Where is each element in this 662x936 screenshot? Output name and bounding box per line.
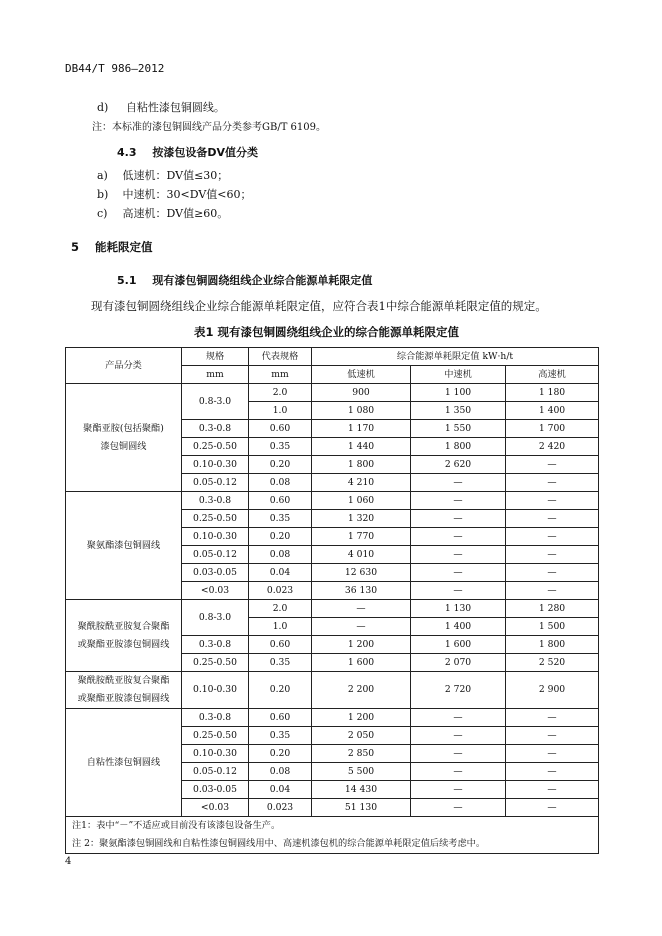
category-cell [66,672,182,709]
spec-cell: 0.25-0.50 [182,727,249,745]
classification-note: 注：本标准的漆包铜圆线产品分类参考GB/T 6109。 [92,122,327,133]
list-item-text: 高速机：DV值≥60。 [122,207,229,220]
category-cell [66,492,182,600]
mid-speed-cell: — [411,492,506,510]
mid-speed-cell: — [411,474,506,492]
high-speed-cell: — [506,510,599,528]
section-number: 4.3 [117,146,137,159]
mid-speed-cell: 2 720 [411,672,506,709]
header-product: 产品分类 [66,348,182,384]
high-speed-cell: — [506,727,599,745]
header-rep-unit: mm [249,366,312,384]
rep-spec-cell: 0.35 [249,654,312,672]
category-cell [66,600,182,672]
low-speed-cell: 36 130 [312,582,411,600]
high-speed-cell: — [506,546,599,564]
rep-spec-cell: 0.35 [249,727,312,745]
low-speed-cell: 14 430 [312,781,411,799]
rep-spec-cell: 0.20 [249,745,312,763]
high-speed-cell: — [506,745,599,763]
low-speed-cell: 1 200 [312,636,411,654]
mid-speed-cell: 1 100 [411,384,506,402]
section-heading-5-1 [117,272,372,288]
section-title: 按漆包设备DV值分类 [152,146,258,159]
list-item-label: a) [97,169,108,182]
rep-spec-cell: 0.04 [249,564,312,582]
rep-spec-cell: 0.08 [249,763,312,781]
list-item-text: 自粘性漆包铜圆线。 [125,101,225,114]
rep-spec-cell: 0.20 [249,528,312,546]
category-line: 或聚酯亚胺漆包铜圆线 [77,638,170,650]
category-line: 聚酰胺酰亚胺复合聚酯 [77,620,170,632]
rep-spec-cell: 0.20 [249,456,312,474]
rep-spec-cell: 0.20 [249,672,312,709]
list-item-b [97,186,252,202]
mid-speed-cell: — [411,781,506,799]
category-cell [66,384,182,492]
high-speed-cell: 2 420 [506,438,599,456]
mid-speed-cell: — [411,709,506,727]
spec-cell: 0.25-0.50 [182,654,249,672]
spec-cell: 0.3-0.8 [182,420,249,438]
section-heading-5 [71,239,153,255]
table-header-row [66,348,599,366]
mid-speed-cell: — [411,582,506,600]
list-item-label: d) [97,101,109,114]
low-speed-cell: 1 770 [312,528,411,546]
low-speed-cell: 1 320 [312,510,411,528]
low-speed-cell: — [312,618,411,636]
mid-speed-cell: 1 550 [411,420,506,438]
high-speed-cell: 2 520 [506,654,599,672]
low-speed-cell: — [312,600,411,618]
rep-spec-cell: 0.35 [249,510,312,528]
low-speed-cell: 1 440 [312,438,411,456]
high-speed-cell: 1 700 [506,420,599,438]
rep-spec-cell: 0.60 [249,636,312,654]
low-speed-cell: 4 210 [312,474,411,492]
mid-speed-cell: 1 800 [411,438,506,456]
high-speed-cell: — [506,799,599,817]
mid-speed-cell: — [411,745,506,763]
high-speed-cell: — [506,582,599,600]
high-speed-cell: 1 400 [506,402,599,420]
low-speed-cell: 51 130 [312,799,411,817]
section-number: 5 [71,240,80,254]
header-spec-unit: mm [182,366,249,384]
high-speed-cell: — [506,528,599,546]
header-spec: 规格 [182,348,249,366]
mid-speed-cell: 2 070 [411,654,506,672]
spec-cell: <0.03 [182,582,249,600]
spec-cell: 0.3-0.8 [182,492,249,510]
page-number: 4 [65,856,72,867]
table-note: 注1：表中“－”不适应或目前没有该漆包设备生产。 [72,820,281,831]
mid-speed-cell: — [411,564,506,582]
low-speed-cell: 2 200 [312,672,411,709]
header-mid-speed: 中速机 [411,366,506,384]
high-speed-cell: — [506,456,599,474]
spec-cell: 0.25-0.50 [182,510,249,528]
table-notes [66,817,599,854]
high-speed-cell: — [506,564,599,582]
list-item-c [97,205,228,221]
high-speed-cell: — [506,492,599,510]
table-row [66,709,599,727]
rep-spec-cell: 2.0 [249,384,312,402]
mid-speed-cell: 1 600 [411,636,506,654]
energy-limit-table [65,347,599,854]
list-item-d [97,99,225,115]
spec-cell: 0.10-0.30 [182,528,249,546]
section-title: 现有漆包铜圆绕组线企业综合能源单耗限定值 [152,274,373,287]
low-speed-cell: 4 010 [312,546,411,564]
high-speed-cell: — [506,763,599,781]
low-speed-cell: 1 200 [312,709,411,727]
high-speed-cell: 2 900 [506,672,599,709]
rep-spec-cell: 0.08 [249,546,312,564]
low-speed-cell: 1 170 [312,420,411,438]
mid-speed-cell: 1 350 [411,402,506,420]
category-line: 聚酰胺酰亚胺复合聚酯 [77,675,170,686]
spec-cell: 0.8-3.0 [182,600,249,636]
high-speed-cell: 1 500 [506,618,599,636]
mid-speed-cell: 1 130 [411,600,506,618]
spec-cell: 0.03-0.05 [182,781,249,799]
low-speed-cell: 5 500 [312,763,411,781]
low-speed-cell: 1 060 [312,492,411,510]
spec-cell: 0.05-0.12 [182,763,249,781]
high-speed-cell: 1 280 [506,600,599,618]
spec-cell: 0.25-0.50 [182,438,249,456]
section-title: 能耗限定值 [95,240,153,254]
mid-speed-cell: — [411,799,506,817]
category-line: 或聚酯亚胺漆包铜圆线 [77,693,170,704]
header-rep-spec: 代表规格 [249,348,312,366]
body-paragraph: 现有漆包铜圆绕组线企业综合能源单耗限定值，应符合表1中综合能源单耗限定值的规定。 [91,299,547,313]
high-speed-cell: — [506,781,599,799]
mid-speed-cell: 2 620 [411,456,506,474]
mid-speed-cell: — [411,546,506,564]
rep-spec-cell: 0.60 [249,420,312,438]
rep-spec-cell: 0.60 [249,709,312,727]
spec-cell: 0.05-0.12 [182,474,249,492]
rep-spec-cell: 0.08 [249,474,312,492]
category-line: 聚氨酯漆包铜圆线 [86,539,161,551]
mid-speed-cell: — [411,510,506,528]
rep-spec-cell: 1.0 [249,402,312,420]
low-speed-cell: 2 050 [312,727,411,745]
rep-spec-cell: 2.0 [249,600,312,618]
section-number: 5.1 [117,274,137,287]
category-line: 聚酯亚胺(包括聚酯) [83,422,164,434]
list-item-label: b) [97,188,109,201]
list-item-text: 中速机：30<DV值<60； [122,188,252,201]
section-heading-4-3 [117,144,258,160]
mid-speed-cell: — [411,763,506,781]
rep-spec-cell: 0.023 [249,799,312,817]
list-item-text: 低速机：DV值≤30； [122,169,229,182]
table-row [66,600,599,618]
mid-speed-cell: 1 400 [411,618,506,636]
spec-cell: 0.8-3.0 [182,384,249,420]
table-row [66,492,599,510]
table-row [66,672,599,709]
spec-cell: 0.03-0.05 [182,564,249,582]
spec-cell: 0.3-0.8 [182,709,249,727]
rep-spec-cell: 0.04 [249,781,312,799]
rep-spec-cell: 1.0 [249,618,312,636]
spec-cell: 0.3-0.8 [182,636,249,654]
high-speed-cell: — [506,709,599,727]
low-speed-cell: 1 600 [312,654,411,672]
spec-cell: <0.03 [182,799,249,817]
list-item-label: c) [97,207,108,220]
low-speed-cell: 12 630 [312,564,411,582]
low-speed-cell: 2 850 [312,745,411,763]
rep-spec-cell: 0.023 [249,582,312,600]
rep-spec-cell: 0.60 [249,492,312,510]
category-line: 自粘性漆包铜圆线 [86,756,161,768]
header-low-speed: 低速机 [312,366,411,384]
table-note: 注 2：聚氨酯漆包铜圆线和自粘性漆包铜圆线用中、高速机漆包机的综合能源单耗限定值后续考虑中。 [72,838,486,849]
spec-cell: 0.05-0.12 [182,546,249,564]
spec-cell: 0.10-0.30 [182,456,249,474]
table-caption: 表1 现有漆包铜圆绕组线企业的综合能源单耗限定值 [194,325,460,339]
high-speed-cell: — [506,474,599,492]
list-item-a [97,167,228,183]
spec-cell: 0.10-0.30 [182,672,249,709]
table-notes-row [66,817,599,854]
table-row [66,384,599,402]
rep-spec-cell: 0.35 [249,438,312,456]
category-cell [66,709,182,817]
mid-speed-cell: — [411,528,506,546]
spec-cell: 0.10-0.30 [182,745,249,763]
document-id: DB44/T 986—2012 [65,62,165,75]
header-high-speed: 高速机 [506,366,599,384]
low-speed-cell: 1 800 [312,456,411,474]
low-speed-cell: 1 080 [312,402,411,420]
category-line: 漆包铜圆线 [100,440,147,452]
low-speed-cell: 900 [312,384,411,402]
high-speed-cell: 1 800 [506,636,599,654]
header-energy: 综合能源单耗限定值 kW·h/t [312,348,599,366]
mid-speed-cell: — [411,727,506,745]
high-speed-cell: 1 180 [506,384,599,402]
